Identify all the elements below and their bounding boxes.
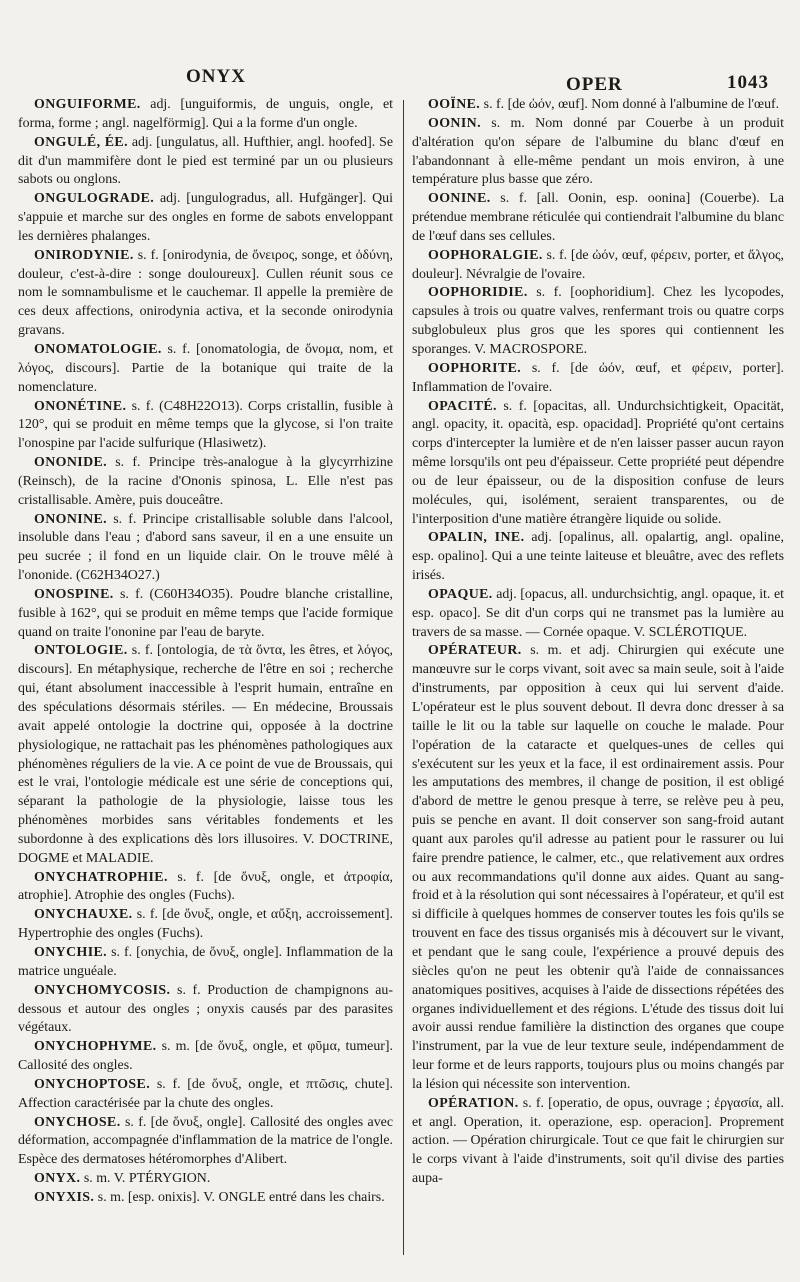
dictionary-entry (18, 247, 393, 341)
dictionary-entry (18, 134, 393, 191)
entry-definition: s. f. [de ὄνυξ, ongle, et αὔξη, accroissement]. Hypertrophie des ongles (Fuchs). (18, 907, 393, 942)
entry-headword: ONYCHAUXE. (34, 907, 133, 923)
left-column (18, 96, 393, 1266)
dictionary-entry (18, 96, 393, 134)
dictionary-entry (18, 190, 393, 247)
entry-headword: ONYCHOPHYME. (34, 1039, 157, 1055)
dictionary-entry (18, 982, 393, 1039)
dictionary-entry (412, 360, 784, 398)
entry-definition: adj. [unguiformis, de unguis, ongle, et forma, forme ; angl. nagelförmig]. Qui a la forme d'un ongle. (18, 97, 393, 131)
dictionary-entry (412, 586, 784, 643)
entry-definition: s. m. et adj. Chirurgien qui exécute une manœuvre sur le corps vivant, soit avec sa main seule, soit à l'aide d'instruments, par opposition à ceux qui lui servent d'aide. L'opérateur est le plus souvent debout. Il devra donc dresser à sa taille le lit ou la table sur laquelle on couche le malade. Pour l'opération de la cataracte et quelques-unes de celles qui s'exécutent sur les yeux et la face, il est ordinairement assis. Pour les amputations des membres, il change de position, il est obligé d'abord de mettre le genou presque à terre, se relève peu à peu, puis se penche en avant. Il doit conserver son sang-froid autant quant aux paroles qu'il adresse au patient pour le rassurer ou lui faire prendre patience, le calmer, etc., que relativement aux ordres ou aux recommandations qu'il donne aux aides. Quant au sang-froid et à la résolution qui sont nécessaires à l'opérateur, et qu'il est si difficile à quelques hommes de conserver toutes les fois qu'ils se trouvent en face des tissus organisés mis à découvert sur le vivant, et pendant que le sang coule, l'expérience a prouvé depuis des siècles qu'on ne peut les obtenir qu'à l'aide de connaissances anatomiques positives, acquises à l'aide de dissections répétées des organes individuellement et des régions. L'étude des tissus doit lui avoir aussi rendue familière la distinction des organes que coupe l'instrument, par la vue de leur texture seule, indépendamment de leur forme et de leurs rapports, toujours plus ou moins changés par la lésion qui nécessite son intervention. (412, 643, 784, 1092)
dictionary-entry (18, 511, 393, 586)
entry-headword: ONYCHOMYCOSIS. (34, 982, 171, 998)
dictionary-entry (18, 869, 393, 907)
entry-headword: ONIRODYNIE. (34, 247, 134, 263)
entry-definition: s. f. (C60H34O35). Poudre blanche cristalline, fusible à 162°, qui se produit en même temps que l'acide formique quand on traite l'ononine par l'eau de baryte. (18, 586, 393, 640)
entry-headword: ONYCHOPTOSE. (34, 1076, 151, 1092)
dictionary-entry (18, 1038, 393, 1076)
entry-headword: ONGULÉ, ÉE. (34, 134, 128, 150)
entry-headword: OOPHORALGIE. (428, 247, 543, 263)
dictionary-entry (412, 247, 784, 285)
entry-headword: OOPHORIDIE. (428, 285, 528, 301)
entry-definition: s. m. Nom donné par Couerbe à un produit d'altération qu'on sépare de l'albumine du blanc d'œuf en l'abandonnant à elle-même pendant un mois environ, à une température plus basse que zéro. (412, 115, 784, 188)
right-column (412, 96, 784, 1266)
entry-headword: OPÉRATEUR. (428, 643, 522, 659)
dictionary-entry (412, 115, 784, 190)
dictionary-entry (412, 96, 784, 115)
dictionary-entry (412, 284, 784, 359)
entry-headword: ONYXIS. (34, 1189, 95, 1205)
entry-definition: s. f. Production de champignons au-dessous et autour des ongles ; onyxis causés par des parasites végétaux. (18, 982, 393, 1036)
entry-headword: ONGUIFORME. (34, 97, 141, 112)
entry-headword: ONYCHOSE. (34, 1114, 121, 1130)
dictionary-entry (18, 1114, 393, 1171)
entry-headword: ONONINE. (34, 511, 108, 527)
entry-definition: s. f. [oophoridium]. Chez les lycopodes, capsules à trois ou quatre valves, renfermant trois ou quatre corps subglobuleux plus gros que les spores qui contiennent les sporanges. V. MACROSPORE. (412, 285, 784, 357)
entry-definition: s. f. [de ὠόν, œuf, φέρειν, porter, et ἄλγος, douleur]. Névralgie de l'ovaire. (412, 247, 784, 282)
entry-headword: OPÉRATION. (428, 1095, 519, 1111)
entry-definition: s. f. Principe cristallisable soluble dans l'alcool, insoluble dans l'eau ; d'abord sans saveur, il en a une ensuite un peu sucrée ; il fond en un liquide clair. On le trouve mêlé à l'ononide. (C62H34O27.) (18, 511, 393, 584)
dictionary-entry (18, 944, 393, 982)
entry-headword: ONONÉTINE. (34, 398, 127, 414)
entry-definition: adj. [opalinus, all. opalartig, angl. opaline, esp. opalino]. Qui a une teinte laiteuse et bleuâtre, avec des reflets irisés. (412, 530, 784, 584)
entry-headword: OPACITÉ. (428, 398, 497, 414)
dictionary-entry (412, 529, 784, 586)
entry-headword: ONYX. (34, 1171, 81, 1187)
entry-definition: s. f. Principe très-analogue à la glycyrrhizine (Reinsch), de la racine d'Ononis spinosa, L. Elle n'est pas cristallisable. Amère, puis douceâtre. (18, 455, 393, 508)
dictionary-entry (18, 341, 393, 398)
dictionary-entry (18, 1076, 393, 1114)
header-right-word: OPER (566, 74, 623, 95)
entry-definition: s. f. [opacitas, all. Undurchsichtigkeit, Opacität, angl. opacity, it. opacità, esp. opacidad]. Propriété qu'ont certains corps d'intercepter la lumière et de n'en laisser passer aucun rayon même lorsqu'ils ont peu d'épaisseur. Cette propriété peut dépendre ou de leur épaisseur, ou de la disposition confuse de leurs molécules, qui, isolément, seraient transparentes, ou de l'interposition d'une matière étrangère liquide ou solide. (412, 398, 784, 527)
dictionary-entry (412, 190, 784, 247)
entry-headword: ONYCHIE. (34, 944, 108, 960)
entry-definition: s. m. [de ὄνυξ, ongle, et φῦμα, tumeur]. Callosité des ongles. (18, 1039, 393, 1074)
entry-definition: s. m. [esp. onixis]. V. ONGLE entré dans les chairs. (94, 1189, 385, 1205)
entry-headword: OPAQUE. (428, 586, 493, 602)
dictionary-entry (18, 398, 393, 455)
column-divider (403, 100, 404, 1255)
entry-headword: ONOSPINE. (34, 586, 114, 602)
entry-headword: ONONIDE. (34, 455, 108, 471)
dictionary-entry (18, 1170, 393, 1189)
dictionary-entry (18, 642, 393, 868)
entry-definition: s. f. [ontologia, de τὰ ὄντα, les êtres, et λόγος, discours]. En métaphysique, recherche de l'être en soi ; recherche qui, étant absolument inaccessible à l'esprit humain, entraîne en des spéculations désormais stériles. — En médecine, Broussais avait appelé ontologie la doctrine qui, opposée à la doctrine physiologique, ne rattachait pas les phénomènes pathologiques aux phénomènes réguliers de la vie. A ce point de vue de Broussais, qui est le vrai, l'ontologie médicale est une série de conceptions qui, séparant la pathologie de la physiologie, laisse tous les phénomènes morbides sans véritables fondements et les subordonne à des explications dès lors illusoires. V. DOCTRINE, DOGME et MALADIE. (18, 643, 393, 866)
entry-definition: s. m. V. PTÉRYGION. (80, 1171, 211, 1187)
entry-headword: OOÏNE. (428, 97, 481, 112)
entry-definition: s. f. [de ὄνυξ, ongle, et ἀτροφία, atrophie]. Atrophie des ongles (Fuchs). (18, 869, 393, 904)
entry-definition: s. f. [onychia, de ὄνυξ, ongle]. Inflammation de la matrice unguéale. (18, 944, 393, 979)
running-head (0, 66, 800, 96)
entry-definition: s. f. [all. Oonin, esp. oonina] (Couerbe). La prétendue membrane réticulée qui contiendrait l'albumine du blanc de l'œuf dans ses cellules. (412, 191, 784, 244)
dictionary-entry (412, 642, 784, 1094)
dictionary-entry (412, 398, 784, 530)
entry-headword: OONINE. (428, 191, 491, 207)
entry-definition: s. f. [onomatologia, de ὄνομα, nom, et λόγος, discours]. Partie de la botanique qui traite de la nomenclature. (18, 341, 393, 395)
header-left-word: ONYX (186, 66, 246, 87)
entry-definition: s. f. [de ὄνυξ, ongle, et πτῶσις, chute]. Affection caractérisée par la chute des ongles. (18, 1076, 393, 1111)
entry-headword: ONGULOGRADE. (34, 191, 155, 207)
entry-headword: ONYCHATROPHIE. (34, 869, 168, 885)
entry-definition: s. f. [de ὄνυξ, ongle]. Callosité des ongles avec déformation, accompagnée d'inflammation de la matrice de l'ongle. Espèce des dermatoses hétéromorphes d'Alibert. (18, 1114, 393, 1168)
entry-definition: s. f. (C48H22O13). Corps cristallin, fusible à 120°, qui se produit en même temps que la glycose, si l'on traite l'onospine par l'acide sulfurique (Hlasiwetz). (18, 398, 393, 452)
entry-headword: ONOMATOLOGIE. (34, 341, 162, 357)
entry-definition: adj. [opacus, all. undurchsichtig, angl. opaque, it. et esp. opaco]. Se dit d'un corps qui ne transmet pas la lumière au travers de sa masse. — Cornée opaque. V. SCLÉROTIQUE. (412, 586, 784, 640)
entry-definition: s. f. [operatio, de opus, ouvrage ; ἐργασία, all. et angl. Operation, it. operazione, esp. operacion]. Proprement action. — Opération chirurgicale. Tout ce que fait le chirurgien sur le corps vivant à l'aide d'instruments, soit qu'il divise des parties aupa- (412, 1095, 784, 1187)
entry-definition: adj. [ungulatus, all. Hufthier, angl. hoofed]. Se dit d'un mammifère dont le pied est terminé par un ou plusieurs sabots ou onglons. (18, 134, 393, 188)
entry-headword: OPALIN, INE. (428, 530, 525, 546)
entry-definition: s. f. [de ὠόν, œuf]. Nom donné à l'albumine de l'œuf. (480, 97, 780, 112)
entry-headword: OOPHORITE. (428, 360, 522, 376)
entry-definition: adj. [ungulogradus, all. Hufgänger]. Qui s'appuie et marche sur des ongles en forme de sabots enveloppant les dernières phalanges. (18, 191, 393, 244)
dictionary-entry (18, 1189, 393, 1208)
dictionary-entry (18, 454, 393, 511)
entry-definition: s. f. [de ὠόν, œuf, et φέρειν, porter]. Inflammation de l'ovaire. (412, 360, 784, 395)
entry-definition: s. f. [onirodynia, de ὄνειρος, songe, et ὀδύνη, douleur, c'est-à-dire : songe douloureux]. Cullen réunit sous ce nom le somnambulisme et le cauchemar. Il appelle la première de ces deux affections, onirodynia activa, et la seconde onirodynia gravans. (18, 247, 393, 339)
dictionary-entry (18, 586, 393, 643)
dictionary-entry (412, 1095, 784, 1189)
page-number: 1043 (727, 72, 769, 93)
dictionary-entry (18, 906, 393, 944)
entry-headword: ONTOLOGIE. (34, 643, 128, 659)
entry-headword: OONIN. (428, 115, 481, 131)
